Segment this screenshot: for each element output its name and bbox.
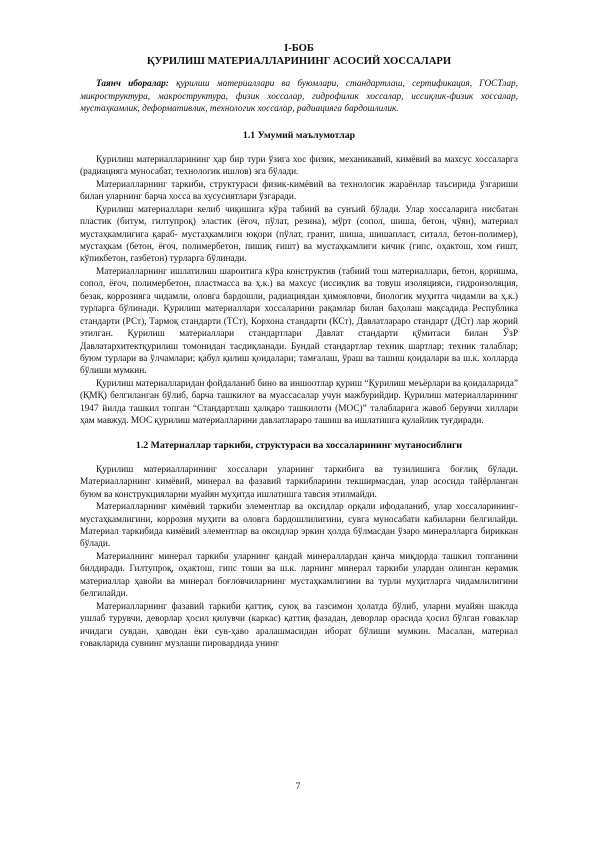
section-spacer <box>80 428 518 440</box>
paragraph: Қурилиш материалларининг хоссалари уларнинг таркибига ва тузилишига боғлиқ бўлади. Материалларнинг кимёвий, минерал ва фазавий таркибларини текширмасдан, улар асосида тайёрланган буюм ва конструкцияларни муайян муҳитда ишлатишга тавсия этилмайди. <box>80 464 518 500</box>
page-number: 7 <box>295 782 301 792</box>
paragraph: Материалнинг минерал таркиби уларнинг қандай минераллардан қанча миқдорда ташкил топганини билдиради. Гилтупроқ, оҳактош, гипс тоши ва ш.к. ларнинг минерал таркиби улардан олинган керамик материаллар ҳавойи ва минерал боғловчиларнинг мустаҳкамлигини ва турли муҳитларга чидамлилигини белгилайди. <box>80 551 518 600</box>
keywords-text: қурилиш материаллари ва буюмлари, стандартлаш, сертификация, ГОСТлар, микроструктура, макроструктура, физик хоссалар, гидрофилик хоссалар, иссиқлик-физик хоссалар, мустаҳкамлик, деформативлик, технологик хоссалар, радиацияга бардошлилик. <box>80 79 519 115</box>
paragraph: Материалларнинг кимёвий таркиби элементлар ва оксидлар орқали ифодаланиб, улар хоссаларининг-мустаҳкамлигини, коррозия муҳити ва оловга бардошлилигини, сувга муносабати кабиларни белгилайди. Материал таркибида кимёвий элементлар ва оксидлар эркин ҳолда бўлмасдан ўзаро минералларга бириккан бўлади. <box>80 502 518 550</box>
page-content <box>80 42 518 651</box>
paragraph: Қурилиш материалларидан фойдаланиб бино ва иншоотлар қуриш “Қурилиш меъёрлари ва қоидаларида” (ҚМҚ) белгиланган бўлиб, барча ташкилот ва муассасалар учун мажбурийдир. Қурилиш материалларининг 1947 йилда ташкил топган “Стандартлаш ҳалқаро ташкилоти (МОС)” талабларига жавоб берувчи хиллари ҳам мавжуд. МОС қурилиш материалларини давлатлараро ташиш ва ишлатишга қулайлик туғдиради. <box>80 378 518 427</box>
paragraph: Материалларнинг таркиби, структураси физик-кимёвий ва технологик жараёнлар таъсирида ўзгариши билан уларнинг барча хосса ва хусусиятлари ўзгаради. <box>80 179 518 203</box>
section-title-1-1: 1.1 Умумий маълумотлар <box>242 129 356 141</box>
section-title-1-2: 1.2 Материаллар таркиби, структураси ва хоссаларининг мутаносиблиги <box>135 439 463 451</box>
paragraph: Қурилиш материаллари келиб чиқишига кўра табиий ва сунъий бўлади. Улар хоссаларига нисбатан пластик (битум, гилтупроқ) эластик (ёғоч, пўлат, резина), мўрт (сопол, шиша, бетон, чўян), материал мустаҳкамлигига қараб- мустаҳкамлиги юқори (пўлат, гранит, шиша, шишапласт, ситалл, бетон-полимер), мустаҳкам (бетон, ёғоч, полимербетон, пишиқ ғишт) ва мустаҳкамлиги кичик (гипс, оҳактош, хом ғишт, кўпикбетон, газбетон) турларга бўлинади. <box>80 204 518 265</box>
keywords-paragraph <box>80 78 518 116</box>
chapter-label: I-БОБ <box>284 43 314 54</box>
keywords-label: Таянч иборалар: <box>96 79 169 89</box>
paragraph: Материалларнинг ишлатилиш шароитига кўра конструктив (табиий тош материаллари, бетон, қоришма, сопол, ёғоч, полимербетон, пластмасса ва ҳ.к.) ва махсус (иссиқлик ва товуш изоляцияси, гидроизоляция, безак, коррозияга чидамли, оловга бардошли, радиациядан ҳимояловчи, биологик муҳитга чидамли ва ҳ.к.) турларга бўлинади. Қурилиш материаллари хоссаларини рақамлар билан баҳолаш мақсадида Республика стандарти (РСт), Тармоқ стандарти (ТСт), Корхона стандарти (КСт), Давлатлараро стандарт (ДСт) лар жорий этилган. Қурилиш материаллари стандартлари Давлат стандарти қўмитаси билан ЎзР Давлатархитектқурилиш томонидан тасдиқланади. Бундай стандартлар техник шартлар; техник талаблар; буюм турлари ва ўлчамлари; қабул қилиш қоидалари; тамғалаш, ўраш ва ташиш қоидалари ва ш.к. холларда бўлиши мумкин. <box>80 266 518 377</box>
paragraph: Қурилиш материалларининг ҳар бир тури ўзига хос физик, механикавий, кимёвий ва махсус хоссаларга (радиацияга муносабат, технологик ишлов) эга бўлади. <box>80 154 518 178</box>
paragraph: Материалларнинг фазавий таркиби қаттиқ, суюқ ва газсимон ҳолатда бўлиб, уларни муайян шаклда ушлаб турувчи, деворлар ҳосил қилувчи (каркас) қаттиқ фазадан, деворлар орасида ҳосил бўлган ғоваклар ичидаги сувдан, ҳаводан ёки сув-ҳаво аралашмасидан иборат бўлиши мумкин. Масалан, материал ғовакларида сувнинг музлаши пировардида унинг <box>80 601 518 650</box>
chapter-title: ҚУРИЛИШ МАТЕРИАЛЛАРИНИНГ АСОСИЙ ХОССАЛАРИ <box>146 56 452 67</box>
